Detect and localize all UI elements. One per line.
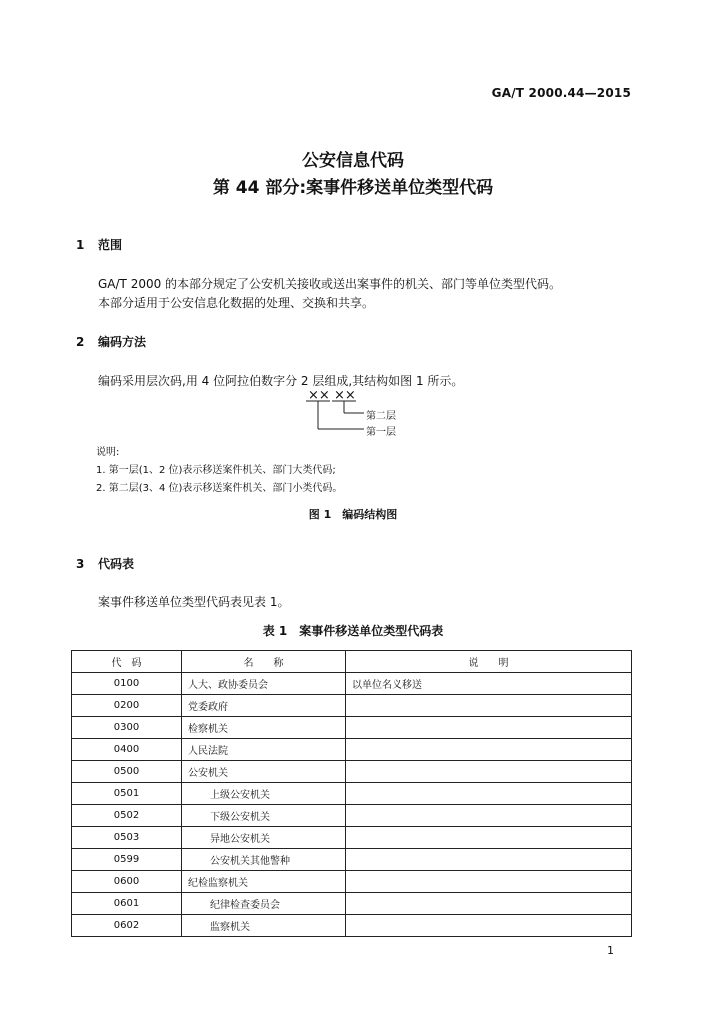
name-cell: 异地公安机关 [182, 827, 346, 849]
code-structure-diagram [300, 388, 420, 438]
note-cell [346, 717, 632, 739]
name-cell: 上级公安机关 [182, 783, 346, 805]
section-title: 代码表 [98, 557, 135, 571]
section-number: 1 [76, 238, 85, 252]
section-2-paragraph-1: 编码采用层次码,用 4 位阿拉伯数字分 2 层组成,其结构如图 1 所示。 [98, 374, 464, 388]
table-row [72, 827, 632, 849]
note-title: 说明: [96, 447, 120, 458]
column-header-note: 说 明 [346, 651, 632, 673]
note-item-2: 2. 第二层(3、4 位)表示移送案件机关、部门小类代码。 [96, 483, 343, 494]
table-row [72, 893, 632, 915]
code-cell: 0500 [72, 761, 182, 783]
code-cell: 0501 [72, 783, 182, 805]
column-header-code: 代 码 [72, 651, 182, 673]
name-cell: 人大、政协委员会 [182, 673, 346, 695]
table-row [72, 915, 632, 937]
section-number: 2 [76, 335, 85, 349]
table-row [72, 673, 632, 695]
table-caption: 表 1 案事件移送单位类型代码表 [262, 624, 444, 638]
name-cell: 下级公安机关 [182, 805, 346, 827]
section-1-heading [76, 236, 122, 253]
standard-number: GA/T 2000.44—2015 [491, 86, 631, 100]
note-cell: 以单位名义移送 [346, 673, 632, 695]
note-item-1: 1. 第一层(1、2 位)表示移送案件机关、部门大类代码; [96, 465, 336, 476]
table-row [72, 739, 632, 761]
table-row [72, 783, 632, 805]
code-cell: 0502 [72, 805, 182, 827]
code-table [71, 650, 632, 937]
diagram-second-layer-marks: ×× [334, 388, 356, 403]
code-cell: 0600 [72, 871, 182, 893]
table-row [72, 871, 632, 893]
note-cell [346, 805, 632, 827]
table-row [72, 805, 632, 827]
diagram-label-layer-1: 第一层 [366, 427, 396, 438]
name-cell: 纪律检查委员会 [182, 893, 346, 915]
code-cell: 0300 [72, 717, 182, 739]
page-number: 1 [607, 944, 614, 957]
name-cell: 公安机关 [182, 761, 346, 783]
section-number: 3 [76, 557, 85, 571]
code-cell: 0601 [72, 893, 182, 915]
table-header-row [72, 651, 632, 673]
section-1-paragraph-1: GA/T 2000 的本部分规定了公安机关接收或送出案事件的机关、部门等单位类型代码。 [98, 277, 562, 291]
diagram-first-layer-marks: ×× [308, 388, 330, 403]
note-cell [346, 827, 632, 849]
code-cell: 0100 [72, 673, 182, 695]
name-cell: 检察机关 [182, 717, 346, 739]
table-row [72, 695, 632, 717]
name-cell: 监察机关 [182, 915, 346, 937]
table-row [72, 717, 632, 739]
diagram-connector-lines [300, 388, 420, 434]
column-header-name: 名 称 [182, 651, 346, 673]
note-cell [346, 783, 632, 805]
document-title: 公安信息代码 [302, 151, 404, 171]
section-1-paragraph-2: 本部分适用于公安信息化数据的处理、交换和共享。 [98, 296, 375, 310]
note-cell [346, 871, 632, 893]
code-cell: 0200 [72, 695, 182, 717]
name-cell: 纪检监察机关 [182, 871, 346, 893]
name-cell: 人民法院 [182, 739, 346, 761]
name-cell: 党委政府 [182, 695, 346, 717]
table-row [72, 761, 632, 783]
figure-caption: 图 1 编码结构图 [308, 508, 398, 521]
section-3-heading [76, 555, 134, 572]
section-2-heading [76, 333, 146, 350]
code-cell: 0599 [72, 849, 182, 871]
note-cell [346, 761, 632, 783]
section-title: 范围 [98, 238, 123, 252]
note-cell [346, 739, 632, 761]
code-cell: 0602 [72, 915, 182, 937]
note-cell [346, 893, 632, 915]
table-body [72, 673, 632, 937]
note-cell [346, 695, 632, 717]
table-row [72, 849, 632, 871]
section-3-paragraph-1: 案事件移送单位类型代码表见表 1。 [98, 595, 290, 609]
section-title: 编码方法 [98, 335, 147, 349]
name-cell: 公安机关其他警种 [182, 849, 346, 871]
note-cell [346, 849, 632, 871]
diagram-label-layer-2: 第二层 [366, 411, 396, 422]
code-cell: 0503 [72, 827, 182, 849]
document-subtitle: 第 44 部分:案事件移送单位类型代码 [212, 178, 494, 198]
code-cell: 0400 [72, 739, 182, 761]
note-cell [346, 915, 632, 937]
